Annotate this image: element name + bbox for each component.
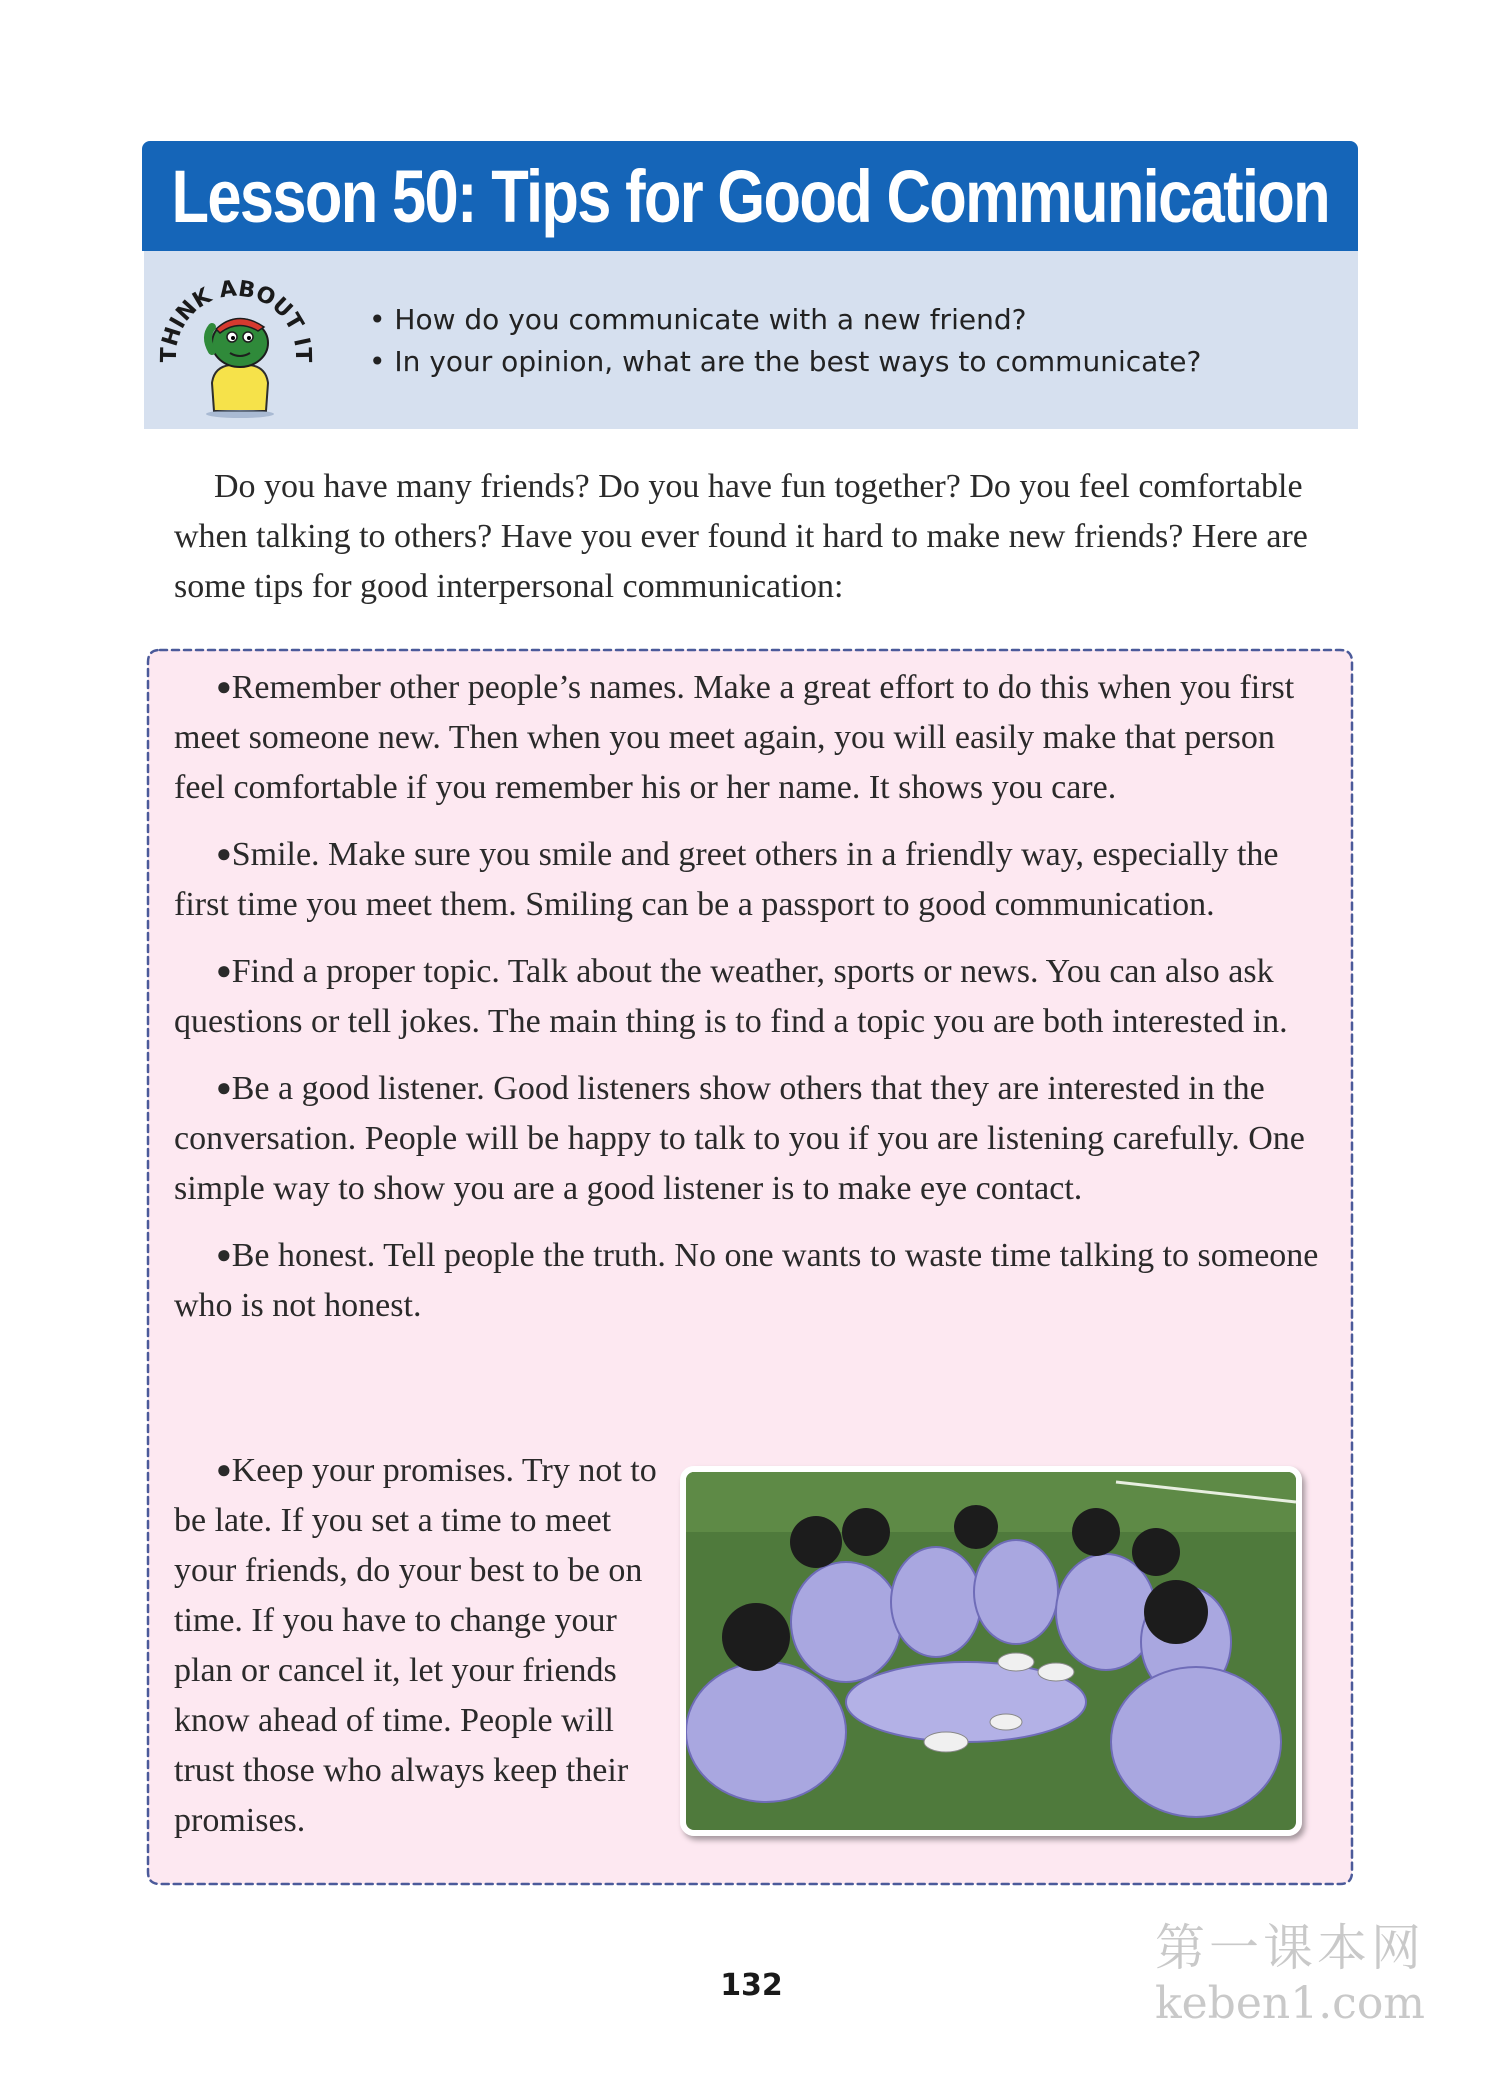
think-about-it-box xyxy=(144,251,1358,429)
think-questions-list xyxy=(369,299,1201,383)
tip-text: Remember other people’s names. Make a great effort to do this when you first meet someone new. Then when you meet again, you will easily make that person feel comfortable if you remember his or her name. It shows you care. xyxy=(174,669,1295,806)
tip-text: Be honest. Tell people the truth. No one wants to waste time talking to someone who is not honest. xyxy=(174,1237,1319,1324)
think-question: • How do you communicate with a new friend? xyxy=(369,299,1201,341)
watermark xyxy=(1140,1920,1440,2040)
tip-text: Smile. Make sure you smile and greet others in a friendly way, especially the first time you meet them. Smiling can be a passport to good communication. xyxy=(174,836,1279,923)
lesson-title-bar xyxy=(142,141,1358,251)
students-circle-photo xyxy=(680,1466,1302,1836)
intro-paragraph xyxy=(174,462,1324,612)
bullet-icon xyxy=(216,669,232,706)
bullet-icon xyxy=(216,836,232,873)
bullet-icon xyxy=(216,1070,232,1107)
bullet-icon xyxy=(216,1452,232,1489)
tip-item xyxy=(174,1230,1324,1331)
lesson-title: Lesson 50: Tips for Good Communication xyxy=(171,154,1329,238)
watermark-en: keben1.com xyxy=(1154,1978,1426,2029)
think-about-it-mascot-icon xyxy=(154,271,324,421)
tip-item xyxy=(174,662,1324,813)
think-question: • In your opinion, what are the best ways to communicate? xyxy=(369,341,1201,383)
bullet-icon xyxy=(216,1237,232,1274)
tips-list xyxy=(174,662,1324,1347)
students-photo-illustration xyxy=(686,1472,1296,1830)
tip-item xyxy=(174,829,1324,930)
intro-text: Do you have many friends? Do you have fun together? Do you feel comfortable when talking to others? Have you ever found it hard to make new friends? Here are some tips for good interpersonal communication: xyxy=(174,468,1308,605)
bullet-icon xyxy=(216,953,232,990)
tip-item-keep-promises xyxy=(174,1445,674,1846)
think-about-it-badge-text: THINK ABOUT IT xyxy=(156,276,316,363)
tip-item xyxy=(174,946,1324,1047)
tip-item xyxy=(174,1063,1324,1214)
tip-text: Find a proper topic. Talk about the weather, sports or news. You can also ask questions or tell jokes. The main thing is to find a topic you are both interested in. xyxy=(174,953,1288,1040)
tip-text: Be a good listener. Good listeners show others that they are interested in the conversation. People will be happy to talk to you if you are listening carefully. One simple way to show you are a good listener is to make eye contact. xyxy=(174,1070,1305,1207)
tip-text: Keep your promises. Try not to be late. If you set a time to meet your friends, do your best to be on time. If you have to change your plan or cancel it, let your friends know ahead of time. People will trust those who always keep their promises. xyxy=(174,1452,657,1839)
page-number: 132 xyxy=(720,1968,783,2003)
watermark-cn: 第一课本网 xyxy=(1155,1919,1425,1977)
